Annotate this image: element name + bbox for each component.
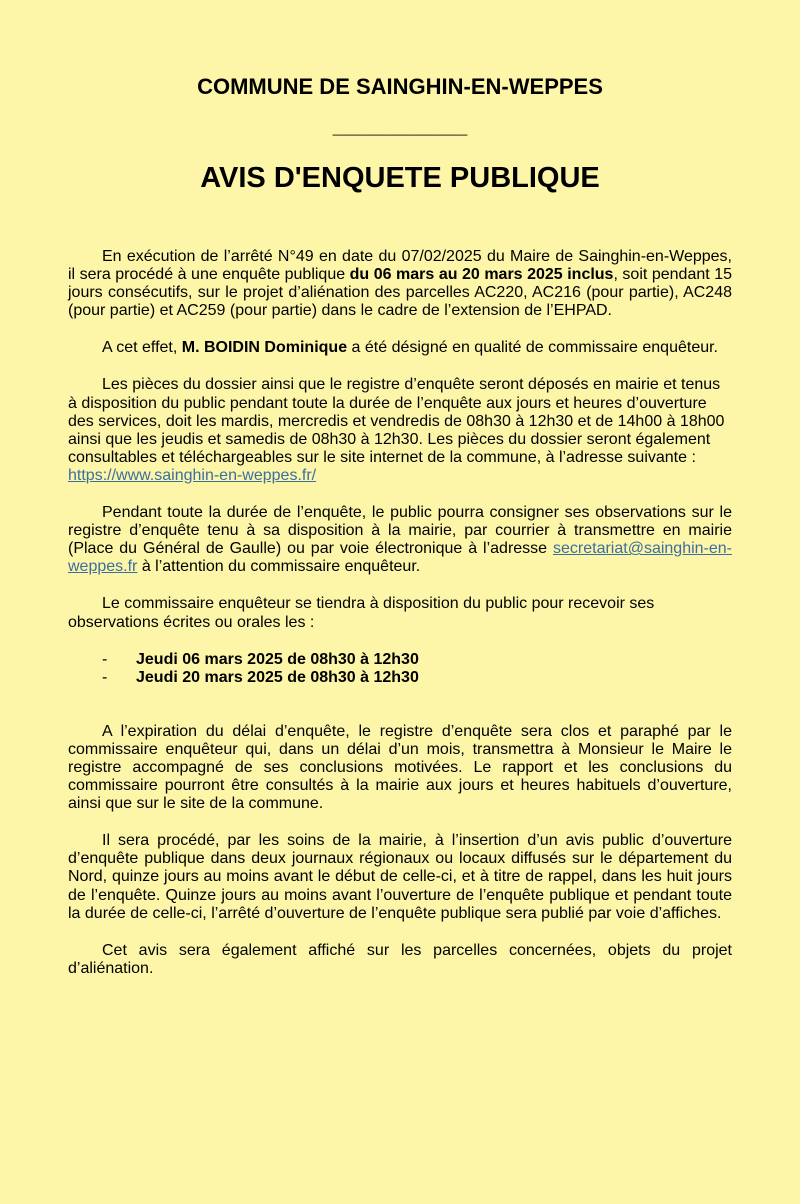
email-link[interactable]: secretariat@sainghin-en-weppes.fr: [68, 540, 732, 576]
paragraph-expiration: [68, 723, 732, 813]
list-dash: -: [102, 668, 108, 686]
paragraph-observations: [68, 504, 732, 576]
paragraph-text: a été désigné en qualité de commissaire enquêteur.: [347, 339, 718, 357]
header-rule: ___________: [332, 113, 468, 138]
document-title: AVIS D'ENQUETE PUBLIQUE: [200, 162, 600, 194]
permanence-date: Jeudi 20 mars 2025 de 08h30 à 12h30: [136, 668, 419, 686]
paragraph-text: En exécution de l’arrêté N°49 en date du 07/02/2025 du Maire de Sainghin-en-Weppes, il sera procédé à une enquête publique: [68, 248, 732, 284]
paragraph-text: Pendant toute la durée de l’enquête, le public pourra consigner ses observations sur le registre d’enquête tenu à sa disposition à la mairie, par courrier à transmettre en mairie (Place du Général de Gaulle) ou par voie électronique à l’adresse: [68, 504, 732, 558]
list-item: [68, 651, 732, 669]
paragraph-publicite: [68, 832, 732, 922]
paragraph-arrete: [68, 248, 732, 320]
paragraph-commissaire: [68, 339, 732, 357]
list-dash: -: [102, 650, 108, 668]
paragraph-text: Cet avis sera également affiché sur les parcelles concernées, objets du projet d’aliénation.: [68, 941, 732, 977]
permanence-list: [68, 651, 732, 687]
commissaire-name: M. BOIDIN Dominique: [181, 339, 348, 357]
enquete-dates: du 06 mars au 20 mars 2025 inclus: [349, 266, 614, 284]
paragraph-text: A l’expiration du délai d’enquête, le registre d’enquête sera clos et paraphé par le commissaire enquêteur qui, dans un délai d’un mois, transmettra à Monsieur le Maire le registre accompagné de ses conclusions motivées. Le rapport et les conclusions du commissaire pourront être consultés à la mairie aux jours et heures habituels d’ouverture, ainsi que sur le site de la commune.: [68, 722, 732, 813]
list-item: [68, 669, 732, 687]
paragraph-dossier: [68, 376, 732, 485]
document-header: [68, 73, 732, 196]
commune-name: COMMUNE DE SAINGHIN-EN-WEPPES: [197, 74, 603, 99]
paragraph-affichage: [68, 942, 732, 978]
paragraph-text: Il sera procédé, par les soins de la mairie, à l’insertion d’un avis public d’ouverture d’enquête publique dans deux journaux régionaux ou locaux diffusés sur le département du Nord, quinze jours au moins avant le début de celle-ci, et à titre de rappel, dans les huit jours de l’enquête. Quinze jours au moins avant l’ouverture de l’enquête publique et pendant toute la durée de celle-ci, l’arrêté d’ouverture de l’enquête publique sera publié par voie d’affiches.: [68, 832, 732, 922]
paragraph-text: Les pièces du dossier ainsi que le registre d’enquête seront déposés en mairie et tenus à disposition du public pendant toute la durée de l’enquête aux jours et heures d’ouverture des services, doit les mardis, mercredis et vendredis de 08h30 à 12h30 et de 14h00 à 18h00 ainsi que les jeudis et samedis de 08h30 à 12h30. Les pièces du dossier seront également consultables et téléchargeables sur le site internet de la commune, à l’adresse suivante :: [68, 376, 725, 466]
paragraph-text: à l’attention du commissaire enquêteur.: [137, 558, 421, 576]
paragraph-text: Le commissaire enquêteur se tiendra à disposition du public pour recevoir ses observations écrites ou orales les :: [68, 595, 655, 631]
permanence-date: Jeudi 06 mars 2025 de 08h30 à 12h30: [136, 650, 419, 668]
paragraph-text: , soit pendant 15 jours consécutifs, sur le projet d’aliénation des parcelles AC220, AC216 (pour partie), AC248 (pour partie) et AC259 (pour partie) dans le cadre de l’extension de l’EHPAD.: [68, 266, 733, 320]
paragraph-text: A cet effet,: [102, 339, 182, 357]
document-body: [68, 248, 732, 978]
website-link[interactable]: https://www.sainghin-en-weppes.fr/: [68, 466, 317, 484]
paragraph-permanences: [68, 595, 732, 631]
document-page: [0, 73, 800, 1204]
